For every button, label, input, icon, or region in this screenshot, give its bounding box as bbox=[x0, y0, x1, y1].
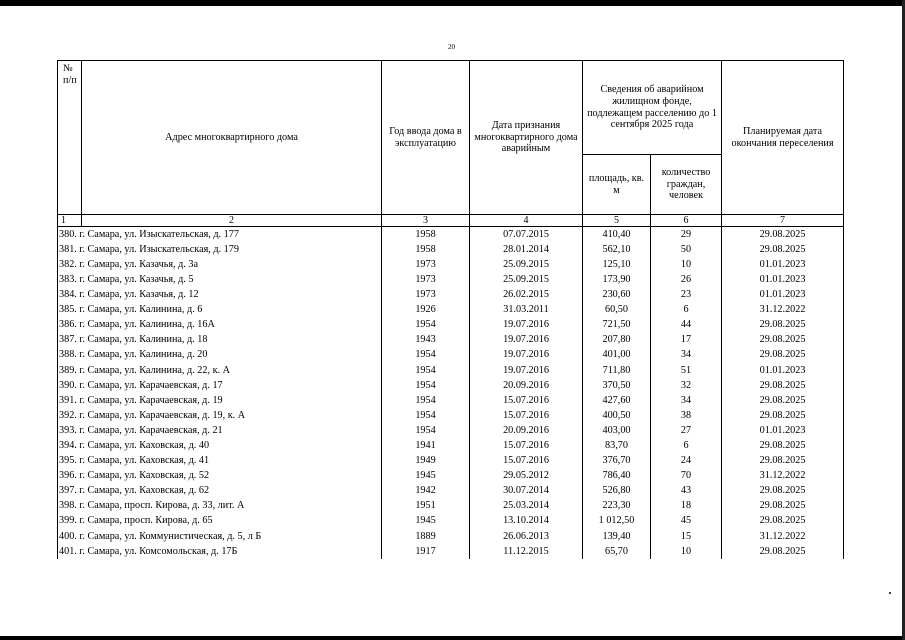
cell-planned-date: 01.01.2023 bbox=[722, 257, 844, 272]
cell-address: 382. г. Самара, ул. Казачья, д. 3а bbox=[58, 257, 382, 272]
cell-residents: 70 bbox=[651, 469, 722, 484]
cell-residents: 34 bbox=[651, 393, 722, 408]
cell-address: 389. г. Самара, ул. Калинина, д. 22, к. А bbox=[58, 363, 382, 378]
cell-area: 60,50 bbox=[583, 302, 651, 317]
cell-area: 721,50 bbox=[583, 318, 651, 333]
cell-area: 711,80 bbox=[583, 363, 651, 378]
cell-date-emergency: 29.05.2012 bbox=[470, 469, 583, 484]
cell-date-emergency: 15.07.2016 bbox=[470, 438, 583, 453]
cell-year: 1917 bbox=[382, 544, 470, 559]
table-row bbox=[58, 393, 844, 408]
cell-date-emergency: 15.07.2016 bbox=[470, 393, 583, 408]
header-address: Адрес многоквартирного дома bbox=[82, 61, 382, 215]
cell-address: 398. г. Самара, просп. Кирова, д. 33, лит. А bbox=[58, 499, 382, 514]
cell-planned-date: 31.12.2022 bbox=[722, 302, 844, 317]
cell-year: 1954 bbox=[382, 408, 470, 423]
cell-date-emergency: 31.03.2011 bbox=[470, 302, 583, 317]
cell-date-emergency: 25.09.2015 bbox=[470, 272, 583, 287]
column-number: 3 bbox=[382, 215, 470, 227]
cell-address: 383. г. Самара, ул. Казачья, д. 5 bbox=[58, 272, 382, 287]
table-row bbox=[58, 287, 844, 302]
page-number: 20 bbox=[448, 43, 455, 51]
table-row bbox=[58, 378, 844, 393]
table-row bbox=[58, 484, 844, 499]
cell-address: 387. г. Самара, ул. Калинина, д. 18 bbox=[58, 333, 382, 348]
cell-residents: 29 bbox=[651, 227, 722, 243]
cell-date-emergency: 28.01.2014 bbox=[470, 242, 583, 257]
cell-residents: 6 bbox=[651, 302, 722, 317]
cell-year: 1943 bbox=[382, 333, 470, 348]
cell-area: 139,40 bbox=[583, 529, 651, 544]
cell-date-emergency: 20.09.2016 bbox=[470, 423, 583, 438]
cell-year: 1973 bbox=[382, 272, 470, 287]
cell-year: 1958 bbox=[382, 227, 470, 243]
cell-year: 1941 bbox=[382, 438, 470, 453]
table-row bbox=[58, 469, 844, 484]
cell-residents: 27 bbox=[651, 423, 722, 438]
header-fund-info: Сведения об аварийном жилищном фонде, подлежащем расселению до 1 сентября 2025 года bbox=[583, 61, 722, 155]
column-number: 4 bbox=[470, 215, 583, 227]
cell-year: 1954 bbox=[382, 378, 470, 393]
header-planned-date: Планируемая дата окончания переселения bbox=[722, 61, 844, 215]
cell-residents: 18 bbox=[651, 499, 722, 514]
cell-address: 397. г. Самара, ул. Каховская, д. 62 bbox=[58, 484, 382, 499]
cell-area: 125,10 bbox=[583, 257, 651, 272]
cell-planned-date: 29.08.2025 bbox=[722, 514, 844, 529]
cell-address: 395. г. Самара, ул. Каховская, д. 41 bbox=[58, 453, 382, 468]
column-number: 2 bbox=[82, 215, 382, 227]
cell-year: 1954 bbox=[382, 363, 470, 378]
cell-area: 1 012,50 bbox=[583, 514, 651, 529]
cell-year: 1954 bbox=[382, 393, 470, 408]
table-row bbox=[58, 348, 844, 363]
table-row bbox=[58, 318, 844, 333]
cell-date-emergency: 15.07.2016 bbox=[470, 453, 583, 468]
cell-date-emergency: 07.07.2015 bbox=[470, 227, 583, 243]
cell-year: 1958 bbox=[382, 242, 470, 257]
table-row bbox=[58, 227, 844, 243]
cell-residents: 50 bbox=[651, 242, 722, 257]
cell-date-emergency: 19.07.2016 bbox=[470, 318, 583, 333]
cell-year: 1945 bbox=[382, 514, 470, 529]
cell-area: 562,10 bbox=[583, 242, 651, 257]
cell-address: 392. г. Самара, ул. Карачаевская, д. 19, к. А bbox=[58, 408, 382, 423]
cell-residents: 15 bbox=[651, 529, 722, 544]
table-row bbox=[58, 257, 844, 272]
cell-residents: 10 bbox=[651, 544, 722, 559]
cell-address: 390. г. Самара, ул. Карачаевская, д. 17 bbox=[58, 378, 382, 393]
header-date-emergency: Дата признания многоквартирного дома аварийным bbox=[470, 61, 583, 215]
cell-address: 384. г. Самара, ул. Казачья, д. 12 bbox=[58, 287, 382, 302]
cell-date-emergency: 19.07.2016 bbox=[470, 333, 583, 348]
table-header bbox=[58, 61, 844, 227]
cell-year: 1954 bbox=[382, 348, 470, 363]
cell-area: 401,00 bbox=[583, 348, 651, 363]
table-row bbox=[58, 302, 844, 317]
cell-residents: 51 bbox=[651, 363, 722, 378]
cell-year: 1954 bbox=[382, 318, 470, 333]
cell-area: 173,90 bbox=[583, 272, 651, 287]
cell-area: 65,70 bbox=[583, 544, 651, 559]
cell-planned-date: 29.08.2025 bbox=[722, 544, 844, 559]
cell-residents: 6 bbox=[651, 438, 722, 453]
cell-planned-date: 29.08.2025 bbox=[722, 378, 844, 393]
scan-border-top bbox=[0, 0, 905, 6]
cell-date-emergency: 26.06.2013 bbox=[470, 529, 583, 544]
cell-year: 1945 bbox=[382, 469, 470, 484]
cell-planned-date: 31.12.2022 bbox=[722, 469, 844, 484]
cell-residents: 32 bbox=[651, 378, 722, 393]
cell-residents: 10 bbox=[651, 257, 722, 272]
cell-address: 401. г. Самара, ул. Комсомольская, д. 17Б bbox=[58, 544, 382, 559]
cell-date-emergency: 13.10.2014 bbox=[470, 514, 583, 529]
cell-residents: 44 bbox=[651, 318, 722, 333]
cell-area: 376,70 bbox=[583, 453, 651, 468]
cell-area: 83,70 bbox=[583, 438, 651, 453]
cell-date-emergency: 19.07.2016 bbox=[470, 348, 583, 363]
table-row bbox=[58, 544, 844, 559]
table-body bbox=[58, 227, 844, 560]
cell-address: 400. г. Самара, ул. Коммунистическая, д. 5, л Б bbox=[58, 529, 382, 544]
emergency-housing-table bbox=[57, 60, 844, 559]
cell-address: 386. г. Самара, ул. Калинина, д. 16А bbox=[58, 318, 382, 333]
scan-speck bbox=[889, 592, 891, 594]
table-row bbox=[58, 242, 844, 257]
cell-planned-date: 29.08.2025 bbox=[722, 484, 844, 499]
cell-address: 393. г. Самара, ул. Карачаевская, д. 21 bbox=[58, 423, 382, 438]
cell-year: 1973 bbox=[382, 287, 470, 302]
cell-planned-date: 29.08.2025 bbox=[722, 333, 844, 348]
cell-residents: 34 bbox=[651, 348, 722, 363]
cell-area: 427,60 bbox=[583, 393, 651, 408]
cell-date-emergency: 19.07.2016 bbox=[470, 363, 583, 378]
table-row bbox=[58, 499, 844, 514]
table-row bbox=[58, 514, 844, 529]
cell-residents: 24 bbox=[651, 453, 722, 468]
cell-year: 1973 bbox=[382, 257, 470, 272]
cell-residents: 26 bbox=[651, 272, 722, 287]
cell-date-emergency: 15.07.2016 bbox=[470, 408, 583, 423]
table-row bbox=[58, 438, 844, 453]
cell-area: 410,40 bbox=[583, 227, 651, 243]
cell-area: 207,80 bbox=[583, 333, 651, 348]
cell-planned-date: 29.08.2025 bbox=[722, 242, 844, 257]
cell-year: 1954 bbox=[382, 423, 470, 438]
cell-area: 786,40 bbox=[583, 469, 651, 484]
cell-planned-date: 31.12.2022 bbox=[722, 529, 844, 544]
cell-address: 385. г. Самара, ул. Калинина, д. 6 bbox=[58, 302, 382, 317]
cell-date-emergency: 25.03.2014 bbox=[470, 499, 583, 514]
header-area: площадь, кв. м bbox=[583, 155, 651, 215]
cell-date-emergency: 30.07.2014 bbox=[470, 484, 583, 499]
column-number: 5 bbox=[583, 215, 651, 227]
cell-address: 394. г. Самара, ул. Каховская, д. 40 bbox=[58, 438, 382, 453]
table-row bbox=[58, 272, 844, 287]
table-row bbox=[58, 529, 844, 544]
cell-area: 370,50 bbox=[583, 378, 651, 393]
cell-area: 223,30 bbox=[583, 499, 651, 514]
cell-address: 391. г. Самара, ул. Карачаевская, д. 19 bbox=[58, 393, 382, 408]
cell-area: 526,80 bbox=[583, 484, 651, 499]
table-row bbox=[58, 363, 844, 378]
cell-area: 403,00 bbox=[583, 423, 651, 438]
column-number: 7 bbox=[722, 215, 844, 227]
column-number: 1 bbox=[58, 215, 82, 227]
cell-date-emergency: 11.12.2015 bbox=[470, 544, 583, 559]
header-row-number: № п/п bbox=[58, 61, 82, 215]
cell-planned-date: 29.08.2025 bbox=[722, 499, 844, 514]
table-row bbox=[58, 408, 844, 423]
cell-planned-date: 01.01.2023 bbox=[722, 272, 844, 287]
header-residents: количество граждан, человек bbox=[651, 155, 722, 215]
cell-address: 388. г. Самара, ул. Калинина, д. 20 bbox=[58, 348, 382, 363]
cell-area: 230,60 bbox=[583, 287, 651, 302]
cell-planned-date: 29.08.2025 bbox=[722, 318, 844, 333]
cell-residents: 23 bbox=[651, 287, 722, 302]
table-row bbox=[58, 453, 844, 468]
cell-residents: 17 bbox=[651, 333, 722, 348]
cell-planned-date: 01.01.2023 bbox=[722, 287, 844, 302]
cell-planned-date: 29.08.2025 bbox=[722, 227, 844, 243]
cell-year: 1949 bbox=[382, 453, 470, 468]
cell-planned-date: 01.01.2023 bbox=[722, 423, 844, 438]
cell-address: 399. г. Самара, просп. Кирова, д. 65 bbox=[58, 514, 382, 529]
cell-planned-date: 29.08.2025 bbox=[722, 453, 844, 468]
cell-date-emergency: 20.09.2016 bbox=[470, 378, 583, 393]
cell-residents: 38 bbox=[651, 408, 722, 423]
cell-date-emergency: 26.02.2015 bbox=[470, 287, 583, 302]
cell-address: 396. г. Самара, ул. Каховская, д. 52 bbox=[58, 469, 382, 484]
cell-residents: 43 bbox=[651, 484, 722, 499]
cell-year: 1926 bbox=[382, 302, 470, 317]
cell-planned-date: 29.08.2025 bbox=[722, 348, 844, 363]
column-number-row bbox=[58, 215, 844, 227]
cell-year: 1942 bbox=[382, 484, 470, 499]
header-year: Год ввода дома в эксплуатацию bbox=[382, 61, 470, 215]
cell-planned-date: 29.08.2025 bbox=[722, 438, 844, 453]
cell-planned-date: 01.01.2023 bbox=[722, 363, 844, 378]
cell-year: 1889 bbox=[382, 529, 470, 544]
cell-planned-date: 29.08.2025 bbox=[722, 393, 844, 408]
cell-year: 1951 bbox=[382, 499, 470, 514]
cell-area: 400,50 bbox=[583, 408, 651, 423]
table-row bbox=[58, 423, 844, 438]
column-number: 6 bbox=[651, 215, 722, 227]
table-row bbox=[58, 333, 844, 348]
cell-address: 380. г. Самара, ул. Изыскательская, д. 177 bbox=[58, 227, 382, 243]
cell-residents: 45 bbox=[651, 514, 722, 529]
cell-planned-date: 29.08.2025 bbox=[722, 408, 844, 423]
scan-border-bottom bbox=[0, 636, 905, 640]
cell-address: 381. г. Самара, ул. Изыскательская, д. 179 bbox=[58, 242, 382, 257]
cell-date-emergency: 25.09.2015 bbox=[470, 257, 583, 272]
